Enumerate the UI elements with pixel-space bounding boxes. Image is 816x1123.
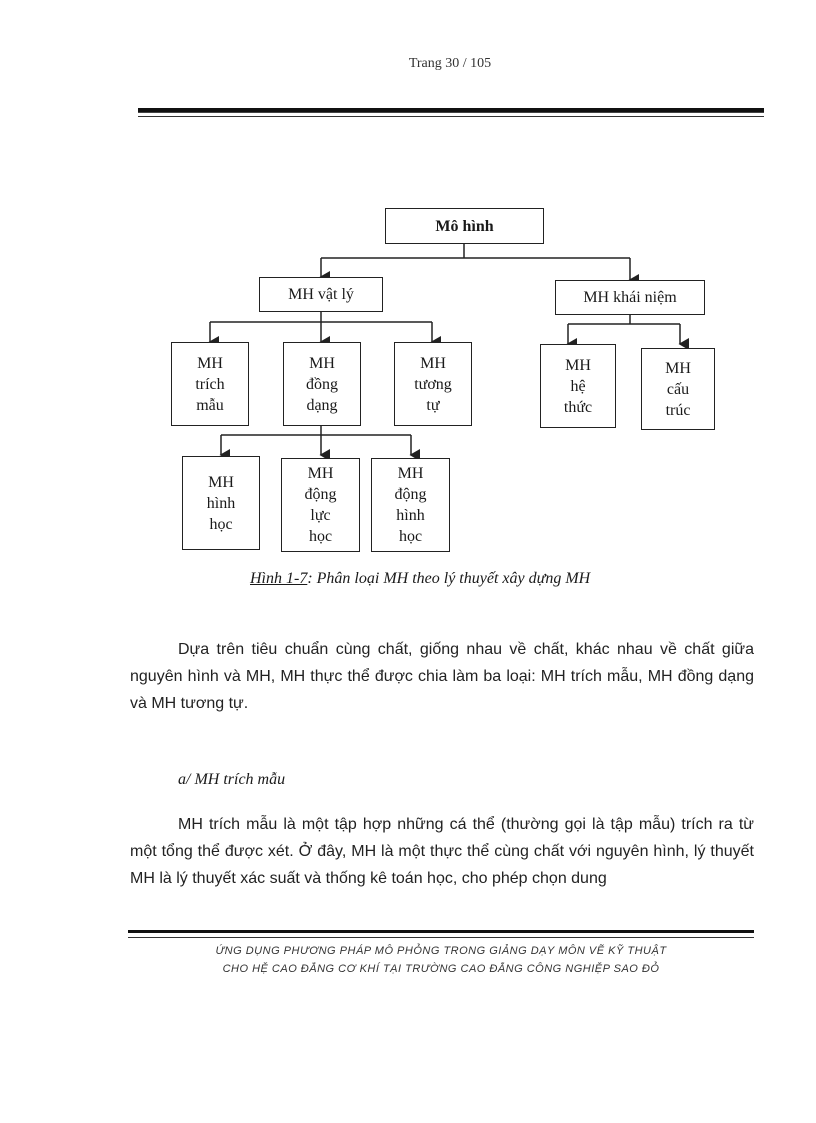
- node-mh-tuong-tu: [394, 342, 472, 426]
- paragraph-1: Dựa trên tiêu chuẩn cùng chất, giống nhau về chất, khác nhau về chất giữa nguyên hình và MH, MH thực thể được chia làm ba loại: MH trích mẫu, MH đồng dạng và MH tương tự.: [130, 641, 754, 712]
- node-mh-hinh-hoc-label: MH hình học: [206, 473, 236, 533]
- node-mh-vat-ly: [259, 277, 383, 312]
- page-footer: [128, 942, 754, 978]
- node-mh-khai-niem: [555, 280, 705, 315]
- node-mh-dong-luc-hoc: [281, 458, 360, 552]
- node-mo-hinh-label: Mô hình: [435, 217, 494, 235]
- node-mh-dong-hinh-hoc: [371, 458, 450, 552]
- node-mo-hinh: [385, 208, 544, 244]
- figure-caption: [250, 570, 670, 588]
- node-mh-he-thuc-label: MH hệ thức: [563, 356, 593, 416]
- footer-rule-thin: [128, 937, 754, 938]
- node-mh-dong-luc-hoc-label: MH động lực học: [304, 465, 337, 545]
- node-mh-he-thuc: [540, 344, 616, 428]
- node-mh-tuong-tu-label: MH tương tự: [414, 354, 452, 414]
- footer-line-1: ỨNG DỤNG PHƯƠNG PHÁP MÔ PHỎNG TRONG GIẢNG DẠY MÔN VẼ KỸ THUẬT: [215, 945, 667, 957]
- node-mh-cau-truc: [641, 348, 715, 430]
- node-mh-hinh-hoc: [182, 456, 260, 550]
- section-subheading: a/ MH trích mẫu: [178, 771, 286, 788]
- page-number-header: Trang 30 / 105: [408, 56, 492, 71]
- node-mh-cau-truc-label: MH cấu trúc: [665, 359, 691, 419]
- node-mh-dong-dang: [283, 342, 361, 426]
- figure-number: Hình 1-7: [250, 570, 308, 587]
- figure-caption-text: : Phân loại MH theo lý thuyết xây dựng MH: [307, 570, 591, 587]
- node-mh-dong-hinh-hoc-label: MH động hình học: [394, 465, 427, 545]
- node-mh-trich-mau: [171, 342, 249, 426]
- paragraph-2: MH trích mẫu là một tập hợp những cá thể (thường gọi là tập mẫu) trích ra từ một tổng thể được xét. Ở đây, MH là một thực thể cùng chất với nguyên hình, lý thuyết MH là lý thuyết xác suất và thống kê toán học, cho phép chọn dung: [130, 816, 754, 887]
- node-mh-trich-mau-label: MH trích mẫu: [195, 354, 225, 414]
- node-mh-vat-ly-label: MH vật lý: [288, 286, 354, 303]
- footer-line-2: CHO HỆ CAO ĐẲNG CƠ KHÍ TẠI TRƯỜNG CAO ĐẲNG CÔNG NGHIỆP SAO ĐỎ: [222, 963, 660, 975]
- footer-rule: [128, 930, 754, 933]
- node-mh-khai-niem-label: MH khái niệm: [583, 289, 677, 306]
- node-mh-dong-dang-label: MH đồng dạng: [306, 354, 338, 414]
